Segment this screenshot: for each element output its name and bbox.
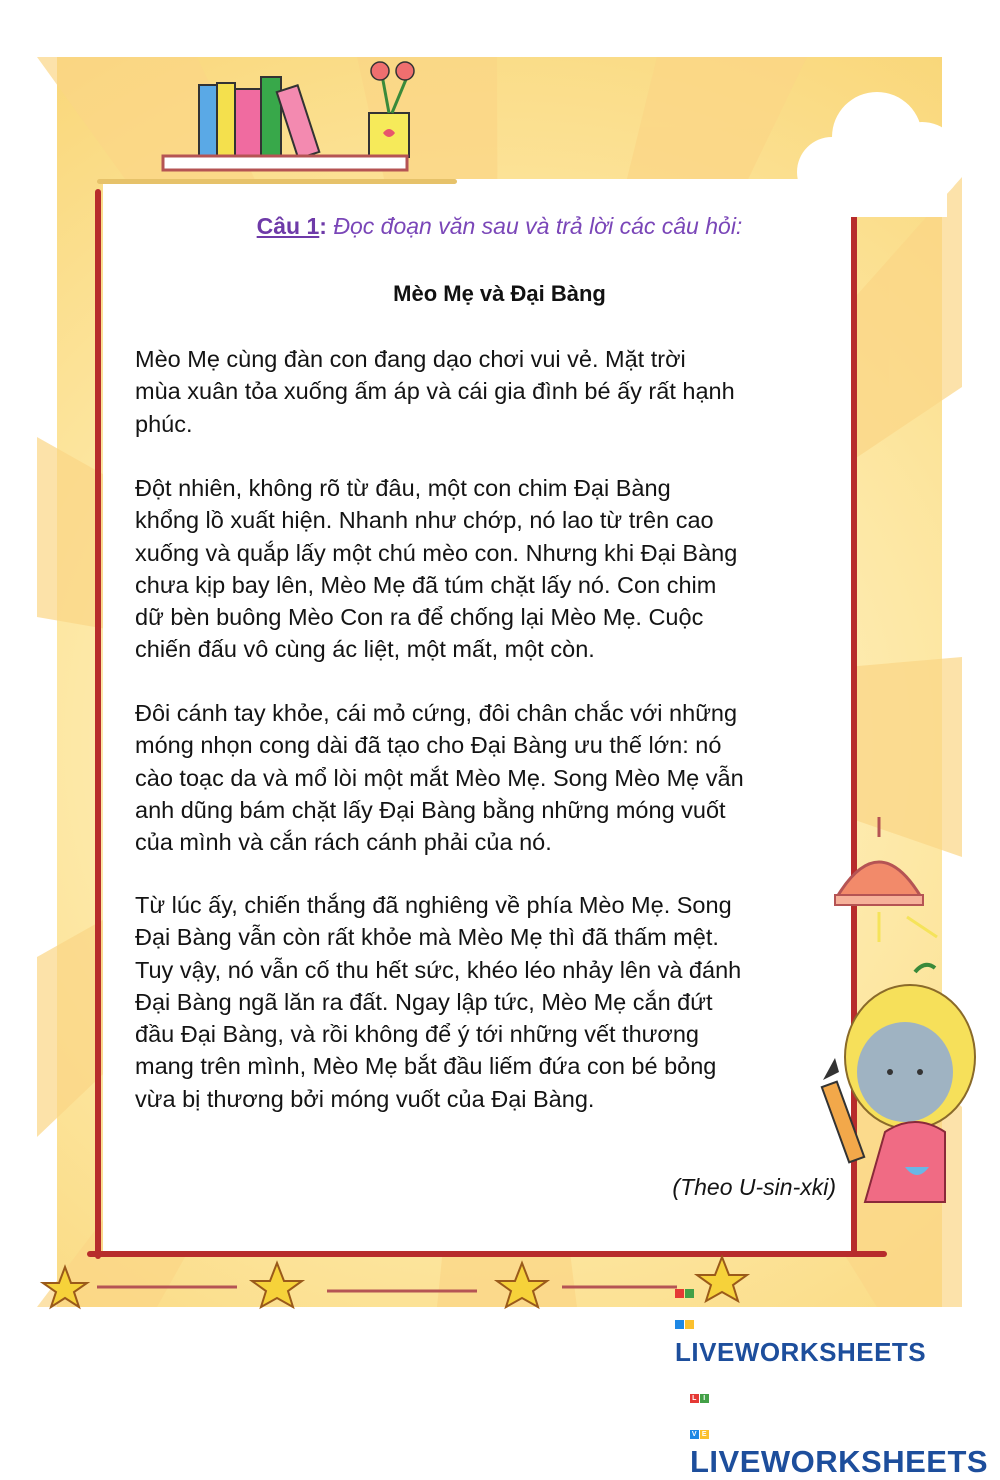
book-blue: [199, 85, 217, 157]
frame-left-line: [95, 189, 101, 1259]
liveworksheets-logo-icon: L I V E: [691, 1395, 708, 1438]
question-label: Câu 1: [256, 213, 320, 239]
story-paragraph-3: Đôi cánh tay khỏe, cái mỏ cứng, đôi chân chắc với những móng nhọn cong dài đã tạo cho Đại Bàng ưu thế lớn: nó cào toạc da và mổ lòi một mắt Mèo Mẹ. Song Mèo Mẹ vẫn anh dũng bám chặt lấy Đại Bàng bằng những móng vuốt của mình và cắn rách cánh phải của nó.: [135, 700, 744, 856]
bookshelf-illustration: [107, 57, 407, 182]
shelf-board: [163, 156, 407, 170]
story-author: (Theo U-sin-xki): [672, 1174, 836, 1200]
story-title: Mèo Mẹ và Đại Bàng: [393, 281, 606, 306]
question-colon: :: [319, 213, 327, 239]
inner-watermark: [675, 1275, 942, 1368]
book-yellow: [217, 83, 235, 157]
worksheet-page: [57, 57, 942, 1367]
question-heading: [57, 213, 942, 240]
book-pink-leaning: [277, 85, 320, 158]
footer-brand: [690, 1372, 1000, 1480]
book-pink: [235, 89, 261, 157]
flower-left: [371, 62, 389, 80]
inner-watermark-text: LIVEWORKSHEETS: [675, 1337, 927, 1367]
cloud-illustration: [757, 67, 942, 227]
book-green: [261, 77, 281, 157]
footer-brand-text: LIVEWORKSHEETS: [690, 1444, 989, 1479]
lamp-illustration: [827, 817, 942, 947]
story-paragraph-2: Đột nhiên, không rõ từ đâu, một con chim Đại Bàng khổng lồ xuất hiện. Nhanh như chớp, nó lao từ trên cao xuống và quắp lấy một chú mèo con. Nhưng khi Đại Bàng chưa kịp bay lên, Mèo Mẹ đã túm chặt lấy nó. Con chim dữ bèn buông Mèo Con ra để chống lại Mèo Mẹ. Cuộc chiến đấu vô cùng ác liệt, một mất, một còn.: [135, 475, 738, 663]
story-paragraph-4: Từ lúc ấy, chiến thắng đã nghiêng về phía Mèo Mẹ. Song Đại Bàng vẫn còn rất khỏe mà Mèo Mẹ thì đã thấm mệt. Tuy vậy, nó vẫn cố thu hết sức, khéo léo nhảy lên và đánh Đại Bàng ngã lăn ra đất. Ngay lập tức, Mèo Mẹ cắn đứt đầu Đại Bàng, và rồi không để ý tới những vết thương mang trên mình, Mèo Mẹ bắt đầu liếm đứa con bé bỏng vừa bị thương bởi móng vuốt của Đại Bàng.: [135, 892, 742, 1112]
question-instruction: Đọc đoạn văn sau và trả lời các câu hỏi:: [326, 213, 743, 239]
liveworksheets-logo-icon: [675, 1275, 695, 1337]
story-paragraph-1: Mèo Mẹ cùng đàn con đang dạo chơi vui vẻ. Mặt trời mùa xuân tỏa xuống ấm áp và cái gia đình bé ấy rất hạnh phúc.: [135, 346, 735, 437]
flower-right: [396, 62, 414, 80]
